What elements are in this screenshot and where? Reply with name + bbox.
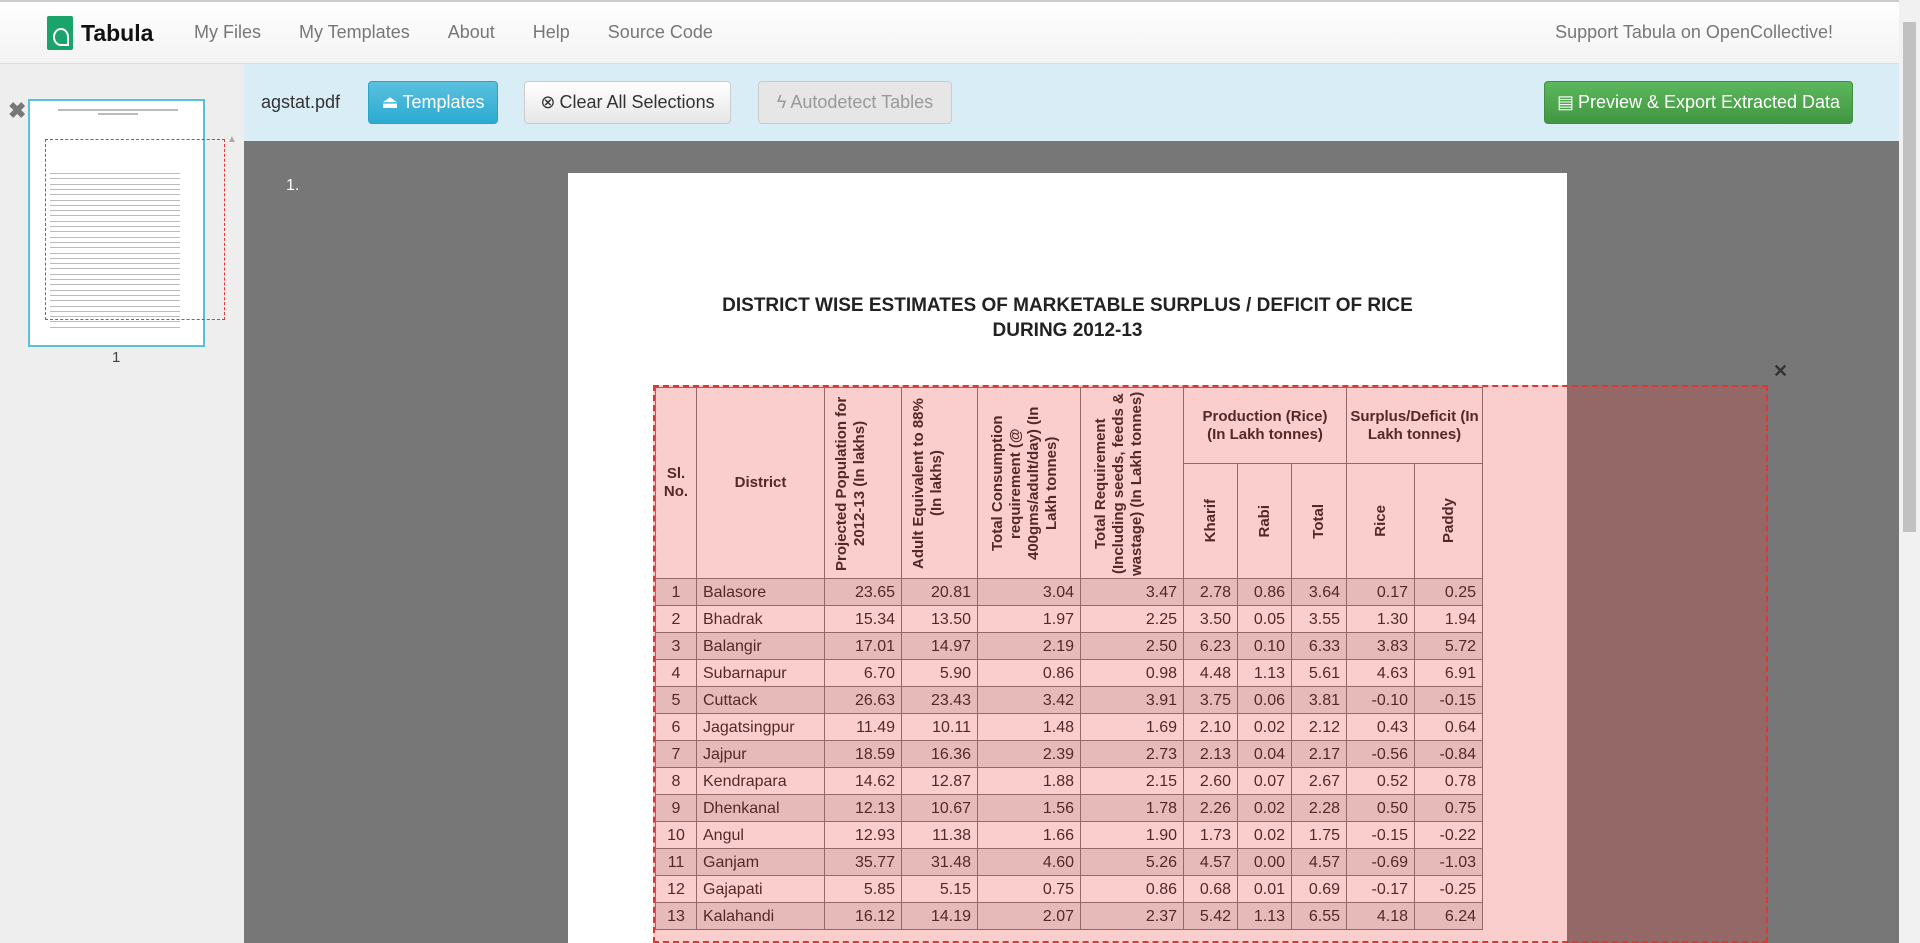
header-sl: Sl. No.	[656, 388, 697, 579]
thumbnail-row-line	[50, 290, 180, 291]
table-cell: 0.02	[1238, 822, 1292, 849]
table-cell: 2	[656, 606, 697, 633]
table-cell: 6	[656, 714, 697, 741]
table-cell: 0.98	[1081, 660, 1184, 687]
table-cell: 12.87	[902, 768, 978, 795]
table-cell: 2.60	[1184, 768, 1238, 795]
table-cell: 23.65	[825, 579, 902, 606]
table-cell: 3.64	[1292, 579, 1347, 606]
table-cell: 1.13	[1238, 660, 1292, 687]
tabula-logo-icon	[47, 16, 73, 50]
table-cell: 1.94	[1415, 606, 1483, 633]
table-cell: Subarnapur	[697, 660, 825, 687]
table-cell: 3.04	[978, 579, 1081, 606]
table-cell: 4	[656, 660, 697, 687]
templates-icon: ⏏	[381, 92, 399, 112]
table-cell: 0.00	[1238, 849, 1292, 876]
table-cell: 17.01	[825, 633, 902, 660]
table-cell: 31.48	[902, 849, 978, 876]
table-cell: 3.50	[1184, 606, 1238, 633]
table-cell: 2.17	[1292, 741, 1347, 768]
table-cell: -1.03	[1415, 849, 1483, 876]
thumbnail-row-line	[50, 253, 180, 254]
table-cell: 4.18	[1347, 903, 1415, 930]
table-cell: 16.36	[902, 741, 978, 768]
table-cell: 6.55	[1292, 903, 1347, 930]
table-cell: 23.43	[902, 687, 978, 714]
clear-all-selections-button[interactable]: ⊗ Clear All Selections	[524, 81, 731, 124]
table-cell: 3.55	[1292, 606, 1347, 633]
support-link[interactable]: Support Tabula on OpenCollective!	[1555, 22, 1833, 42]
thumbnail-row-line	[50, 184, 180, 185]
thumbnail-row-line	[50, 200, 180, 201]
table-cell: 0.50	[1347, 795, 1415, 822]
table-cell: 14.62	[825, 768, 902, 795]
table-cell: 0.05	[1238, 606, 1292, 633]
table-cell: 0.04	[1238, 741, 1292, 768]
table-cell: 3.91	[1081, 687, 1184, 714]
header-adult: Adult Equivalent to 88% (In lakhs)	[909, 397, 945, 569]
table-cell: 4.63	[1347, 660, 1415, 687]
toolbar	[244, 64, 1899, 141]
table-cell: 1.97	[978, 606, 1081, 633]
templates-button[interactable]: ⏏ Templates	[368, 81, 498, 124]
thumbnail-row-line	[50, 327, 180, 328]
table-cell: -0.25	[1415, 876, 1483, 903]
nav-about[interactable]: About	[447, 22, 495, 42]
header-paddy: Paddy	[1439, 498, 1457, 544]
table-cell: Kendrapara	[697, 768, 825, 795]
table-cell: 0.86	[1238, 579, 1292, 606]
thumbnail-row-line	[50, 178, 180, 179]
table-cell: 18.59	[825, 741, 902, 768]
table-cell: 2.15	[1081, 768, 1184, 795]
table-cell: 12	[656, 876, 697, 903]
table-cell: 0.10	[1238, 633, 1292, 660]
lightning-icon: ϟ	[776, 92, 787, 112]
table-cell: 2.07	[978, 903, 1081, 930]
table-cell: 1.48	[978, 714, 1081, 741]
table-cell: -0.15	[1347, 822, 1415, 849]
table-cell: 11.49	[825, 714, 902, 741]
thumbnail-row-line	[50, 221, 180, 222]
table-cell: 2.12	[1292, 714, 1347, 741]
thumbnail-row-line	[50, 295, 180, 296]
table-cell: -0.15	[1415, 687, 1483, 714]
table-cell: 1.13	[1238, 903, 1292, 930]
table-cell: 6.70	[825, 660, 902, 687]
table-cell: 1	[656, 579, 697, 606]
table-cell: Ganjam	[697, 849, 825, 876]
table-cell: Cuttack	[697, 687, 825, 714]
table-cell: 0.06	[1238, 687, 1292, 714]
table-cell: Jagatsingpur	[697, 714, 825, 741]
table-cell: 0.52	[1347, 768, 1415, 795]
table-cell: 0.75	[978, 876, 1081, 903]
table-cell: 2.28	[1292, 795, 1347, 822]
table-cell: 0.68	[1184, 876, 1238, 903]
table-cell: -0.56	[1347, 741, 1415, 768]
header-consumption: Total Consumption requirement (@ 400gms/adult/day) (In Lakh tonnes)	[989, 406, 1060, 560]
thumbnail-row-line	[50, 194, 180, 195]
table-cell: 1.73	[1184, 822, 1238, 849]
doc-title-line2: DURING 2012-13	[992, 320, 1143, 341]
close-icon[interactable]: ✖	[8, 98, 27, 123]
thumbnail-selection	[45, 139, 225, 320]
nav-my-templates[interactable]: My Templates	[299, 22, 410, 42]
table-cell: 10	[656, 822, 697, 849]
table-cell: -0.69	[1347, 849, 1415, 876]
thumbnail-row-line	[50, 237, 180, 238]
table-cell: Bhadrak	[697, 606, 825, 633]
table-cell: Angul	[697, 822, 825, 849]
table-cell: Balangir	[697, 633, 825, 660]
table-cell: 0.02	[1238, 795, 1292, 822]
header-rabi: Rabi	[1255, 504, 1273, 538]
navbar	[0, 0, 1899, 64]
table-cell: 35.77	[825, 849, 902, 876]
table-cell: -0.22	[1415, 822, 1483, 849]
table-selection-area[interactable]	[653, 385, 1768, 943]
table-cell: 12.13	[825, 795, 902, 822]
table-cell: 2.39	[978, 741, 1081, 768]
table-cell: 16.12	[825, 903, 902, 930]
table-cell: 0.86	[1081, 876, 1184, 903]
thumbnail-row-line	[50, 274, 180, 275]
table-cell: 1.75	[1292, 822, 1347, 849]
table-cell: -0.17	[1347, 876, 1415, 903]
table-cell: 8	[656, 768, 697, 795]
thumbnail-row-line	[50, 316, 180, 317]
header-total: Total	[1310, 503, 1327, 539]
thumbnail-row-line	[50, 279, 180, 280]
table-cell: 9	[656, 795, 697, 822]
table-cell: 0.07	[1238, 768, 1292, 795]
header-rice: Rice	[1371, 505, 1389, 537]
thumbnail-row-line	[50, 306, 180, 307]
thumbnail-row-line	[50, 189, 180, 190]
header-production: Production (Rice) (In Lakh tonnes)	[1184, 388, 1347, 464]
header-requirement: Total Requirement (Including seeds, feeds & wastage) (In Lakh tonnes)	[1092, 390, 1145, 576]
table-cell: 0.75	[1415, 795, 1483, 822]
table-cell: 0.01	[1238, 876, 1292, 903]
table-cell: 5.15	[902, 876, 978, 903]
table-cell: 1.56	[978, 795, 1081, 822]
table-cell: 5.26	[1081, 849, 1184, 876]
thumbnail-row-line	[50, 321, 180, 322]
page-number-label: 1.	[286, 177, 300, 194]
page-scrollbar[interactable]	[1899, 0, 1920, 943]
table-cell: 1.66	[978, 822, 1081, 849]
table-cell: 2.50	[1081, 633, 1184, 660]
table-cell: 10.67	[902, 795, 978, 822]
table-cell: 4.60	[978, 849, 1081, 876]
thumbnail-row-line	[50, 173, 180, 174]
filename: agstat.pdf	[261, 92, 341, 112]
nav-help[interactable]: Help	[532, 22, 570, 42]
table-cell: Jajpur	[697, 741, 825, 768]
header-kharif: Kharif	[1201, 499, 1219, 543]
table-cell: 5.61	[1292, 660, 1347, 687]
table-cell: 4.57	[1292, 849, 1347, 876]
table-cell: 0.25	[1415, 579, 1483, 606]
table-cell: 0.02	[1238, 714, 1292, 741]
table-cell: 11.38	[902, 822, 978, 849]
header-surplus: Surplus/Deficit (In Lakh tonnes)	[1347, 388, 1483, 464]
table-cell: 0.17	[1347, 579, 1415, 606]
table-cell: 1.88	[978, 768, 1081, 795]
table-cell: 1.78	[1081, 795, 1184, 822]
autodetect-tables-button[interactable]: ϟ Autodetect Tables	[758, 81, 952, 124]
header-population: Projected Population for 2012-13 (In lakhs)	[833, 395, 868, 571]
table-cell: 2.73	[1081, 741, 1184, 768]
table-cell: 3.75	[1184, 687, 1238, 714]
table-cell: 7	[656, 741, 697, 768]
brand-link[interactable]	[47, 16, 153, 50]
thumbnail-title-line	[58, 109, 178, 111]
thumbnail-row-line	[50, 247, 180, 248]
thumbnail-row-line	[50, 215, 180, 216]
table-cell: 0.64	[1415, 714, 1483, 741]
table-cell: 2.10	[1184, 714, 1238, 741]
table-cell: 3.47	[1081, 579, 1184, 606]
table-cell: 4.57	[1184, 849, 1238, 876]
preview-export-button[interactable]: ▤ Preview & Export Extracted Data	[1544, 81, 1853, 124]
thumbnail-row-line	[50, 263, 180, 264]
thumbnail-row-line	[50, 242, 180, 243]
header-district: District	[697, 388, 825, 579]
table-cell: 6.24	[1415, 903, 1483, 930]
nav-source-code[interactable]: Source Code	[607, 22, 713, 42]
table-cell: 2.26	[1184, 795, 1238, 822]
table-cell: Kalahandi	[697, 903, 825, 930]
table-cell: 4.48	[1184, 660, 1238, 687]
table-cell: 5.85	[825, 876, 902, 903]
table-cell: Gajapati	[697, 876, 825, 903]
table-cell: 3.83	[1347, 633, 1415, 660]
table-cell: 3.81	[1292, 687, 1347, 714]
thumbnail-row-line	[50, 258, 180, 259]
remove-selection-icon[interactable]: ✕	[1773, 361, 1789, 381]
table-cell: 13.50	[902, 606, 978, 633]
thumbnail-title-line	[98, 113, 138, 115]
thumbnail-row-line	[50, 231, 180, 232]
table-cell: 13	[656, 903, 697, 930]
table-cell: 0.86	[978, 660, 1081, 687]
table-cell: -0.10	[1347, 687, 1415, 714]
thumbnail-row-line	[50, 311, 180, 312]
table-cell: 2.25	[1081, 606, 1184, 633]
brand-name: Tabula	[81, 19, 154, 46]
table-cell: 1.90	[1081, 822, 1184, 849]
table-cell: 11	[656, 849, 697, 876]
table-cell: 0.69	[1292, 876, 1347, 903]
table-cell: 10.11	[902, 714, 978, 741]
table-cell: 1.30	[1347, 606, 1415, 633]
table-cell: 0.43	[1347, 714, 1415, 741]
table-cell: 5	[656, 687, 697, 714]
table-cell: 2.78	[1184, 579, 1238, 606]
page-thumbnail[interactable]	[28, 99, 205, 347]
table-cell: 20.81	[902, 579, 978, 606]
table-cell: 1.69	[1081, 714, 1184, 741]
table-cell: 5.90	[902, 660, 978, 687]
table-cell: 2.67	[1292, 768, 1347, 795]
table-cell: 6.23	[1184, 633, 1238, 660]
table-cell: 15.34	[825, 606, 902, 633]
table-cell: 5.42	[1184, 903, 1238, 930]
table-cell: Balasore	[697, 579, 825, 606]
table-cell: 26.63	[825, 687, 902, 714]
table-cell: 0.78	[1415, 768, 1483, 795]
thumbnail-row-line	[50, 226, 180, 227]
table-cell: 2.37	[1081, 903, 1184, 930]
circle-x-icon: ⊗	[540, 92, 556, 112]
table-cell: 3	[656, 633, 697, 660]
table-cell: 6.91	[1415, 660, 1483, 687]
table-cell: 14.97	[902, 633, 978, 660]
thumbnail-row-line	[50, 205, 180, 206]
table-cell: 6.33	[1292, 633, 1347, 660]
thumbnail-page-number: 1	[112, 349, 121, 366]
thumbnail-row-line	[50, 268, 180, 269]
thumbnail-row-line	[50, 210, 180, 211]
list-icon: ▤	[1556, 92, 1574, 112]
table-cell: Dhenkanal	[697, 795, 825, 822]
table-cell: 5.72	[1415, 633, 1483, 660]
thumbnail-row-line	[50, 300, 180, 301]
table-cell: -0.84	[1415, 741, 1483, 768]
pdf-viewer	[244, 141, 1899, 943]
thumbnail-row-line	[50, 284, 180, 285]
table-cell: 14.19	[902, 903, 978, 930]
doc-title-line1: DISTRICT WISE ESTIMATES OF MARKETABLE SURPLUS / DEFICIT OF RICE	[722, 295, 1413, 316]
scroll-up-icon[interactable]: ▲	[227, 134, 237, 145]
table-cell: 3.42	[978, 687, 1081, 714]
nav-my-files[interactable]: My Files	[194, 22, 261, 42]
table-cell: 2.19	[978, 633, 1081, 660]
table-cell: 2.13	[1184, 741, 1238, 768]
scrollbar-thumb[interactable]	[1903, 22, 1916, 532]
table-cell: 12.93	[825, 822, 902, 849]
